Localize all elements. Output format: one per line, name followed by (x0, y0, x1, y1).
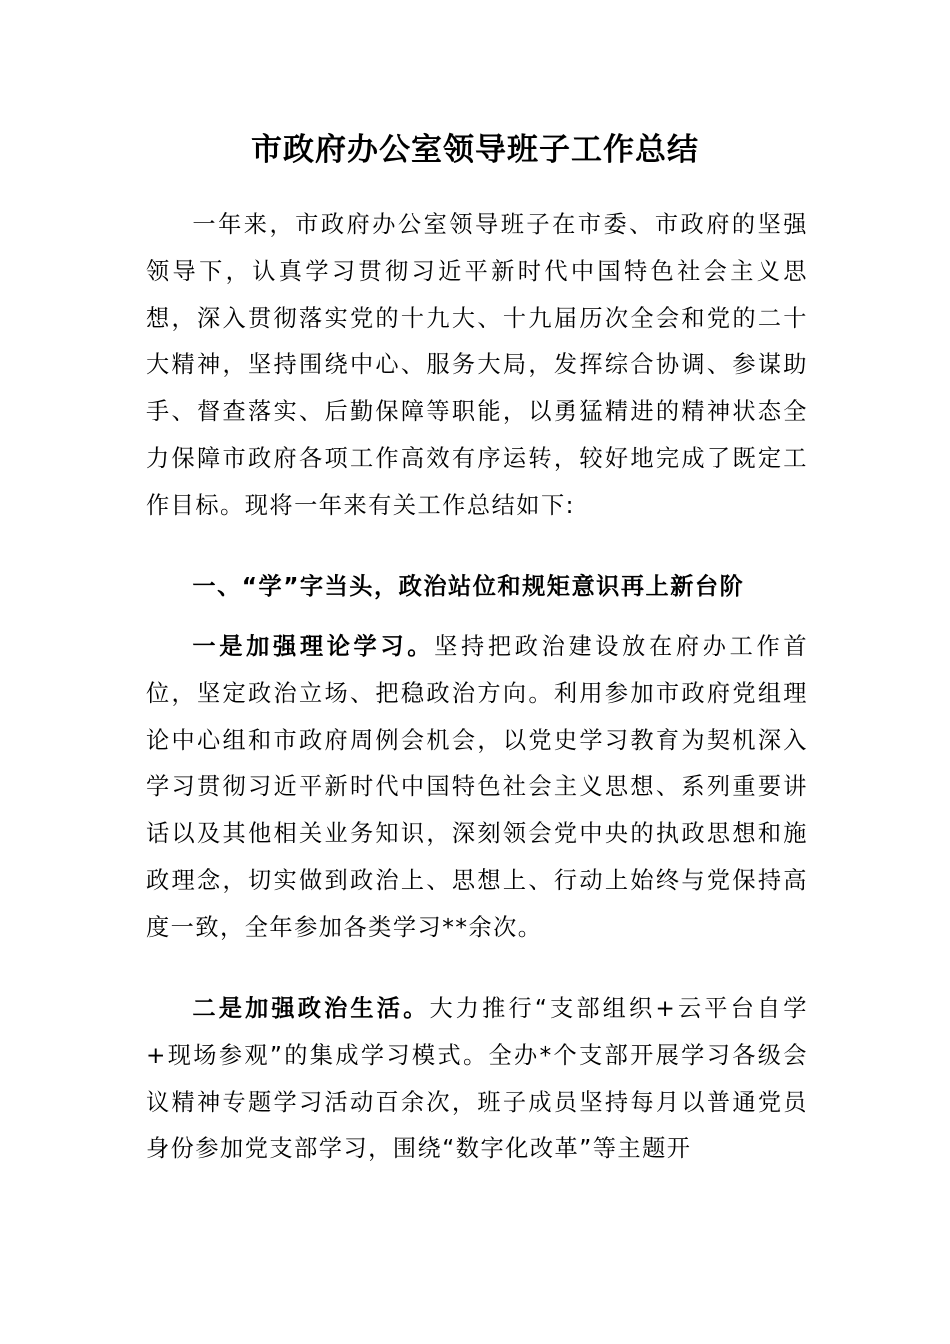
item-paragraph-2 (146, 986, 808, 1173)
item-2-lead: 二是加强政治生活。 (192, 995, 430, 1022)
intro-paragraph: 一年来，市政府办公室领导班子在市委、市政府的坚强领导下，认真学习贯彻习近平新时代中国特色社会主义思想，深入贯彻落实党的十九大、十九届历次全会和党的二十大精神，坚持围绕中心、服务大局，发挥综合协调、参谋助手、督查落实、后勤保障等职能，以勇猛精进的精神状态全力保障市政府各项工作高效有序运转，较好地完成了既定工作目标。现将一年来有关工作总结如下: (146, 211, 808, 519)
section-heading-1: 一、“学”字当头，政治站位和规矩意识再上新台阶 (192, 573, 745, 600)
item-paragraph-1 (146, 624, 808, 952)
item-1-body: 坚持把政治建设放在府办工作首位，坚定政治立场、把稳政治方向。利用参加市政府党组理论中心组和市政府周例会机会，以党史学习教育为契机深入学习贯彻习近平新时代中国特色社会主义思想、系列重要讲话以及其他相关业务知识，深刻领会党中央的执政思想和施政理念，切实做到政治上、思想上、行动上始终与党保持高度一致，全年参加各类学习**余次。 (146, 633, 809, 941)
item-2-body: 大力推行“支部组织+云平台自学+现场参观”的集成学习模式。全办*个支部开展学习各级会议精神专题学习活动百余次，班子成员坚持每月以普通党员身份参加党支部学习，围绕“数字化改革”等主题开 (146, 995, 808, 1163)
item-1-lead: 一是加强理论学习。 (192, 633, 435, 660)
document-title: 市政府办公室领导班子工作总结 (251, 132, 699, 168)
